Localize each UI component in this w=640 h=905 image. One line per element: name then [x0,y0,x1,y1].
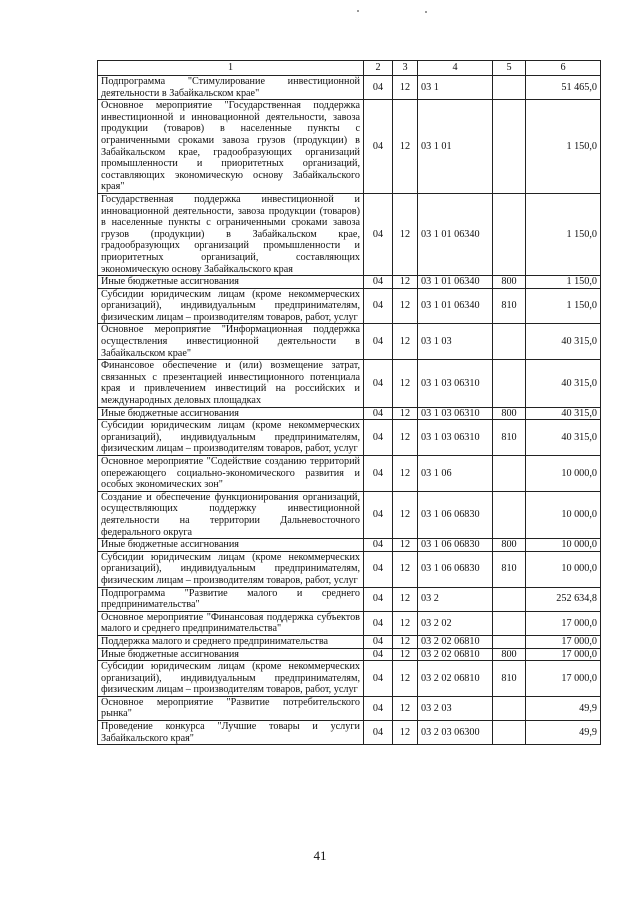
row-section: 04 [364,648,393,661]
row-subsection: 12 [393,360,418,407]
row-expense-type [493,76,526,100]
col-header-name: 1 [98,61,364,76]
row-section: 04 [364,420,393,456]
table-row [98,76,601,100]
row-expense-type: 810 [493,661,526,697]
row-name: Субсидии юридическим лицам (кроме некоммерческих организаций), индивидуальным предпринимателям, физическим лицам – производителям товаров, работ, услуг [98,420,364,456]
table-row [98,661,601,697]
row-section: 04 [364,288,393,324]
row-subsection: 12 [393,276,418,289]
row-expense-type [493,696,526,720]
row-section: 04 [364,456,393,492]
row-target-article: 03 1 03 06310 [418,407,493,420]
row-amount: 10 000,0 [526,551,601,587]
row-amount: 49,9 [526,721,601,745]
header-row [98,61,601,76]
row-name: Основное мероприятие "Развитие потребительского рынка" [98,696,364,720]
row-amount: 10 000,0 [526,456,601,492]
row-expense-type [493,360,526,407]
row-section: 04 [364,696,393,720]
row-target-article: 03 1 03 [418,324,493,360]
row-section: 04 [364,407,393,420]
row-amount: 17 000,0 [526,648,601,661]
row-amount: 1 150,0 [526,193,601,275]
row-expense-type: 810 [493,420,526,456]
row-target-article: 03 2 02 06810 [418,661,493,697]
row-amount: 49,9 [526,696,601,720]
row-subsection: 12 [393,407,418,420]
row-expense-type [493,587,526,611]
row-expense-type [493,491,526,538]
row-subsection: 12 [393,696,418,720]
row-amount: 40 315,0 [526,324,601,360]
row-amount: 1 150,0 [526,100,601,194]
row-section: 04 [364,635,393,648]
col-header-csr: 4 [418,61,493,76]
row-expense-type: 800 [493,276,526,289]
table-row [98,635,601,648]
col-header-rz: 2 [364,61,393,76]
row-amount: 17 000,0 [526,661,601,697]
table-row [98,360,601,407]
col-header-pr: 3 [393,61,418,76]
table-row [98,407,601,420]
row-subsection: 12 [393,551,418,587]
row-subsection: 12 [393,491,418,538]
table-row [98,276,601,289]
table-row [98,100,601,194]
row-subsection: 12 [393,193,418,275]
row-expense-type: 800 [493,407,526,420]
row-name: Субсидии юридическим лицам (кроме некоммерческих организаций), индивидуальным предпринимателям, физическим лицам – производителям товаров, работ, услуг [98,661,364,697]
row-expense-type: 810 [493,551,526,587]
row-expense-type [493,100,526,194]
row-name: Создание и обеспечение функционирования организаций, осуществляющих поддержку инвестиционной деятельности на территории Дальневосточного федерального округа [98,491,364,538]
row-name: Подпрограмма "Стимулирование инвестиционной деятельности в Забайкальском крае" [98,76,364,100]
row-name: Основное мероприятие "Содействие созданию территорий опережающего социально-экономического развития и особых экономических зон" [98,456,364,492]
row-subsection: 12 [393,288,418,324]
row-target-article: 03 1 06 06830 [418,551,493,587]
row-subsection: 12 [393,661,418,697]
table-row [98,539,601,552]
row-section: 04 [364,721,393,745]
row-target-article: 03 1 06 06830 [418,491,493,538]
row-section: 04 [364,611,393,635]
budget-table [97,60,601,745]
table-row [98,324,601,360]
row-expense-type [493,324,526,360]
row-section: 04 [364,491,393,538]
row-section: 04 [364,661,393,697]
row-amount: 10 000,0 [526,491,601,538]
row-name: Субсидии юридическим лицам (кроме некоммерческих организаций), индивидуальным предпринимателям, физическим лицам – производителям товаров, работ, услуг [98,288,364,324]
row-name: Основное мероприятие "Финансовая поддержка субъектов малого и среднего предпринимательства" [98,611,364,635]
row-target-article: 03 1 01 06340 [418,193,493,275]
row-amount: 1 150,0 [526,288,601,324]
row-section: 04 [364,324,393,360]
table-row [98,721,601,745]
row-amount: 51 465,0 [526,76,601,100]
row-subsection: 12 [393,611,418,635]
row-amount: 17 000,0 [526,635,601,648]
row-amount: 1 150,0 [526,276,601,289]
row-amount: 40 315,0 [526,420,601,456]
scan-speck [357,10,359,12]
table-row [98,456,601,492]
table-row [98,420,601,456]
row-section: 04 [364,276,393,289]
row-target-article: 03 2 03 [418,696,493,720]
row-amount: 17 000,0 [526,611,601,635]
col-header-vr: 5 [493,61,526,76]
row-name: Основное мероприятие "Государственная поддержка инвестиционной и инновационной деятельности, завоза продукции (товаров) в населенные пункты с ограниченными сроками завоза грузов (продукции) в Забайкальском крае, градообразующих организаций промышленности и приоритетных организаций, составляющих экономическую основу Забайкальского края" [98,100,364,194]
scan-speck [425,11,427,13]
row-target-article: 03 1 01 06340 [418,288,493,324]
row-target-article: 03 2 02 [418,611,493,635]
row-target-article: 03 2 03 06300 [418,721,493,745]
row-section: 04 [364,539,393,552]
row-expense-type [493,611,526,635]
col-header-amount: 6 [526,61,601,76]
row-subsection: 12 [393,587,418,611]
row-target-article: 03 1 06 06830 [418,539,493,552]
table-row [98,193,601,275]
row-subsection: 12 [393,76,418,100]
row-amount: 252 634,8 [526,587,601,611]
table-row [98,288,601,324]
row-target-article: 03 2 02 06810 [418,648,493,661]
row-subsection: 12 [393,539,418,552]
row-subsection: 12 [393,456,418,492]
row-target-article: 03 2 [418,587,493,611]
page-number: 41 [313,848,327,863]
row-target-article: 03 1 03 06310 [418,420,493,456]
table-row [98,611,601,635]
row-target-article: 03 1 01 06340 [418,276,493,289]
row-expense-type [493,635,526,648]
table-row [98,648,601,661]
row-name: Проведение конкурса "Лучшие товары и услуги Забайкальского края" [98,721,364,745]
row-subsection: 12 [393,721,418,745]
row-name: Подпрограмма "Развитие малого и среднего предпринимательства" [98,587,364,611]
row-expense-type: 810 [493,288,526,324]
row-target-article: 03 1 06 [418,456,493,492]
row-name: Финансовое обеспечение и (или) возмещение затрат, связанных с презентацией инвестиционного потенциала края и привлечением инвестиций на российских и международных деловых площадках [98,360,364,407]
row-name: Государственная поддержка инвестиционной и инновационной деятельности, завоза продукции (товаров) в населенные пункты с ограниченными сроками завоза грузов (продукции) в Забайкальском крае, градообразующих организаций промышленности и приоритетных организаций, составляющих экономическую основу Забайкальского края [98,193,364,275]
table-row [98,587,601,611]
row-amount: 40 315,0 [526,407,601,420]
row-section: 04 [364,587,393,611]
row-subsection: 12 [393,420,418,456]
row-name: Иные бюджетные ассигнования [98,648,364,661]
row-amount: 10 000,0 [526,539,601,552]
row-name: Основное мероприятие "Информационная поддержка осуществления инвестиционной деятельности в Забайкальском крае" [98,324,364,360]
row-name: Субсидии юридическим лицам (кроме некоммерческих организаций), индивидуальным предпринимателям, физическим лицам – производителям товаров, работ, услуг [98,551,364,587]
row-expense-type [493,721,526,745]
table-row [98,491,601,538]
row-section: 04 [364,551,393,587]
row-expense-type [493,193,526,275]
row-expense-type: 800 [493,539,526,552]
row-target-article: 03 1 01 [418,100,493,194]
row-subsection: 12 [393,635,418,648]
row-subsection: 12 [393,100,418,194]
row-section: 04 [364,360,393,407]
row-target-article: 03 2 02 06810 [418,635,493,648]
row-section: 04 [364,100,393,194]
row-target-article: 03 1 [418,76,493,100]
table-row [98,696,601,720]
row-expense-type [493,456,526,492]
row-name: Иные бюджетные ассигнования [98,407,364,420]
row-name: Иные бюджетные ассигнования [98,276,364,289]
table-row [98,551,601,587]
row-amount: 40 315,0 [526,360,601,407]
row-name: Поддержка малого и среднего предпринимательства [98,635,364,648]
row-target-article: 03 1 03 06310 [418,360,493,407]
row-subsection: 12 [393,324,418,360]
row-section: 04 [364,193,393,275]
row-name: Иные бюджетные ассигнования [98,539,364,552]
row-section: 04 [364,76,393,100]
row-subsection: 12 [393,648,418,661]
row-expense-type: 800 [493,648,526,661]
